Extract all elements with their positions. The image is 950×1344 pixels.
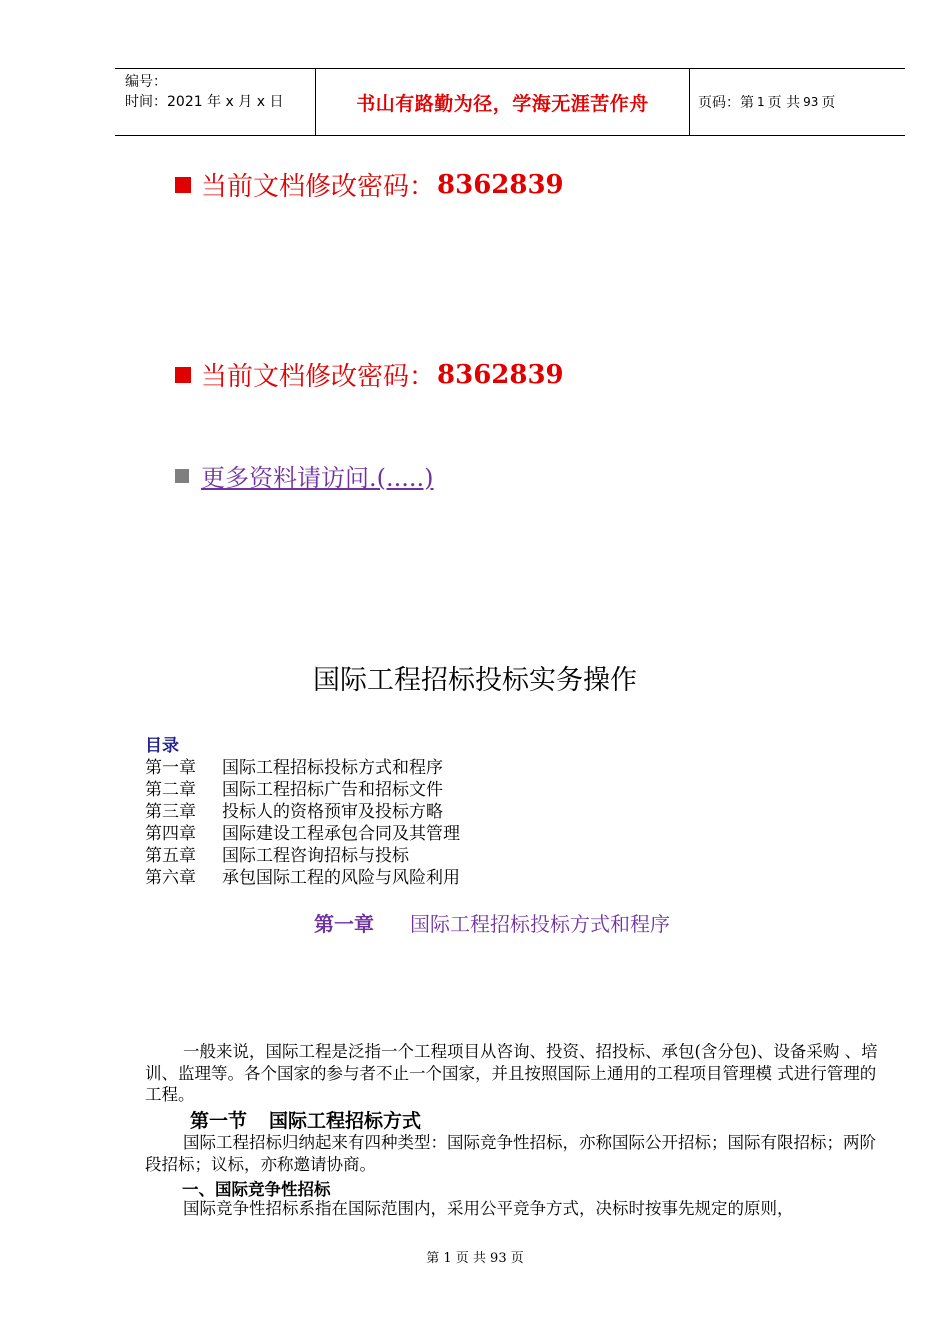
password-label: 当前文档修改密码：: [201, 172, 436, 202]
more-info-line: [175, 458, 434, 493]
toc-chapter: 第三章: [145, 802, 196, 822]
toc-chapter: 第六章: [145, 868, 196, 888]
page-prefix: 页码：第: [698, 95, 754, 111]
header-motto: 书山有路勤为径，学海无涯苦作舟: [316, 69, 690, 135]
time-label: 时间：2021 年 x 月 x 日: [125, 94, 284, 110]
password-notice-1: [175, 166, 564, 203]
toc-item: [145, 779, 460, 801]
header-meta: [115, 69, 316, 135]
page-mid: 页 共: [767, 95, 801, 111]
page-footer: 第 1 页 共 93 页: [426, 1251, 524, 1266]
chapter-number: 第一章: [314, 912, 374, 936]
chapter-title: 国际工程招标投标方式和程序: [410, 912, 670, 936]
password-code: 8362839: [437, 359, 564, 390]
subsection-paragraph: 国际竞争性招标系指在国际范围内，采用公平竞争方式，决标时按事先规定的原则，: [183, 1199, 794, 1218]
section-paragraph: 国际工程招标归纳起来有四种类型：国际竞争性招标，亦称国际公开招标；国际有限招标；两阶段招标；议标，亦称邀请协商。: [145, 1133, 876, 1174]
section-title: 国际工程招标方式: [269, 1110, 422, 1132]
password-label: 当前文档修改密码：: [201, 362, 436, 392]
toc-item: [145, 845, 460, 867]
toc-title: 承包国际工程的风险与风险利用: [222, 868, 460, 888]
toc-chapter: 第五章: [145, 846, 196, 866]
red-square-bullet-icon: [175, 177, 191, 193]
password-code: 8362839: [437, 169, 564, 200]
number-label: 编号：: [125, 74, 167, 90]
more-info-link[interactable]: 更多资料请访问.(.....): [201, 464, 434, 492]
toc-chapter: 第一章: [145, 758, 196, 778]
gray-square-bullet-icon: [175, 469, 189, 483]
password-notice-2: [175, 356, 564, 393]
subsection-heading: 一、国际竞争性招标: [182, 1180, 331, 1199]
toc-title: 投标人的资格预审及投标方略: [222, 802, 443, 822]
section-heading: [190, 1106, 421, 1133]
toc-item: [145, 867, 460, 889]
toc-title: 国际工程咨询招标与投标: [222, 846, 409, 866]
toc-heading: 目录: [145, 736, 179, 756]
toc-title: 国际建设工程承包合同及其管理: [222, 824, 460, 844]
toc-title: 国际工程招标广告和招标文件: [222, 780, 443, 800]
chapter-heading: [314, 908, 670, 937]
toc-item: [145, 801, 460, 823]
toc-title: 国际工程招标投标方式和程序: [222, 758, 443, 778]
red-square-bullet-icon: [175, 367, 191, 383]
page-total: 93: [803, 95, 819, 109]
toc-item: [145, 823, 460, 845]
page-header: [115, 68, 905, 136]
section-number: 第一节: [190, 1110, 248, 1132]
header-page-info: [690, 69, 905, 135]
toc-chapter: 第四章: [145, 824, 196, 844]
page-current: 1: [757, 95, 765, 109]
page-suffix: 页: [821, 95, 836, 111]
toc-item: [145, 757, 460, 779]
intro-paragraph: 一般来说，国际工程是泛指一个工程项目从咨询、投资、招投标、承包(含分包)、设备采购 、培训、监理等。各个国家的参与者不止一个国家，并且按照国际上通用的工程项目管理模 式进行管理的工程。: [145, 1042, 878, 1104]
table-of-contents: [145, 735, 460, 889]
toc-chapter: 第二章: [145, 780, 196, 800]
document-title: 国际工程招标投标实务操作: [313, 665, 637, 696]
